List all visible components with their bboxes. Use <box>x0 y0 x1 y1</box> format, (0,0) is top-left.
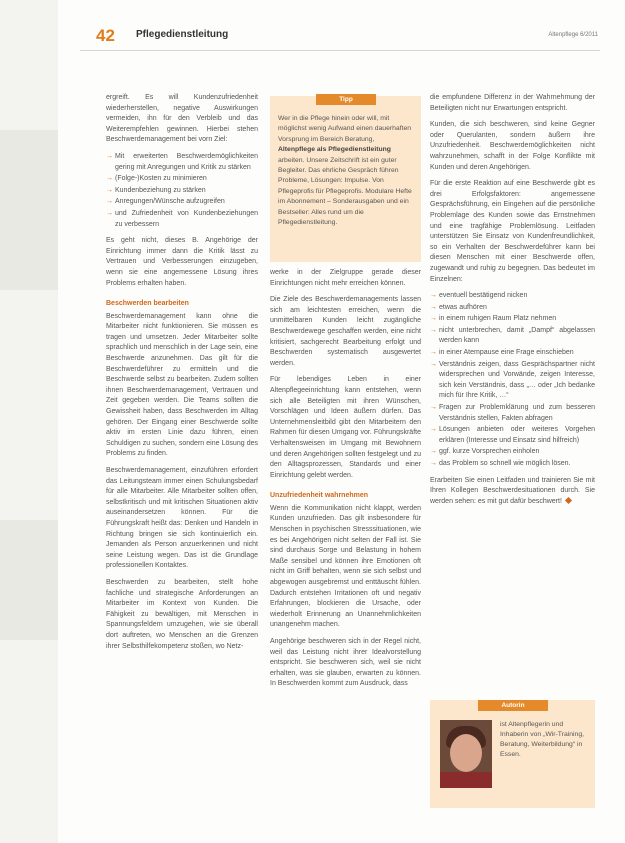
author-bio: ist Altenpflegerin und Inhaberin von „Wir-Training, Beratung, Weiterbildung“ in Essen. <box>500 721 584 758</box>
gutter-stripe <box>0 520 58 640</box>
paragraph: Angehörige beschweren sich in der Regel nicht, weil das Leistung nicht ihrer Idealvorstellung entspricht. Sie beschweren sich, weil sie nicht erhalten, was sie glauben, erwarten zu können. In Beschwerden kommt zum Ausdruck, dass <box>270 638 421 688</box>
goal-list <box>106 152 258 230</box>
steps-list <box>430 291 595 470</box>
end-mark-icon <box>565 497 572 504</box>
gutter-stripe <box>0 130 58 290</box>
closing-text: Erarbeiten Sie einen Leitfaden und trainieren Sie mit Ihren Kollegen Beschwerdesituationen durch. Sie werden sehen: es mit gut dafür beschwert! <box>430 476 595 505</box>
list-item: → (Folge-)Kosten zu minimieren <box>106 174 258 185</box>
paragraph: Für die erste Reaktion auf eine Beschwerde gibt es drei Erfolgsfaktoren: angemessene Gesprächsführung, ein Eingehen auf die persönliche Problemlage des Kunden sowie das Ernstnehmen und eine tragfähige Problemlösung. Leitfaden unterstützen Sie Einsatz von Kundenfreundlichkeit, so ein Verhalten der Beschwerdeführer kann bei diesen Menschen mit einer Beschwerde offen, zugewandt und ruhig zu begegnen. Das bedeutet im Einzelnen: <box>430 180 595 283</box>
tip-highlight: Altenpflege als Pflegedienstleitung <box>278 146 391 154</box>
paragraph: werke in der Zielgruppe gerade dieser Einrichtungen nicht mehr erreichen können. <box>270 269 421 287</box>
paragraph: die empfundene Differenz in der Wahrnehmung der Beteiligten nicht nur Erwartungen entspricht. <box>430 94 595 112</box>
issue-label: Altenpflege 6/2011 <box>548 32 598 38</box>
paragraph: Beschwerdemanagement, einzuführen erfordert das Leitungsteam immer einen Schulungsbedarf für alle Mitarbeiter. Alle Mitarbeiter sollten offen, selbstkritisch und mit kritischen Situationen aktiv auseinandersetzen können. Für die Führungskraft heißt das: Denken und Handeln in Richtung bringen sie sich kontinuierlich ein. Jemanden als Person anzuerkennen und nicht seine Leistung wegen. Das ist die Grundlage professionellen Kontaktes. <box>106 467 258 570</box>
list-item: → Lösungen anbieten oder weiteres Vorgehen erklären (Interesse und Einsatz sind hilfreich) <box>430 425 595 446</box>
list-item: → eventuell bestätigend nicken <box>430 291 595 302</box>
paragraph <box>430 476 595 508</box>
list-item: → das Problem so schnell wie möglich lösen. <box>430 459 595 470</box>
list-item: → und Zufriedenheit von Kundenbeziehungen zu verbessern <box>106 209 258 230</box>
author-label: Autorin <box>478 700 548 711</box>
list-item: → ggf. kurze Vorsprechen einholen <box>430 447 595 458</box>
list-item: → Fragen zur Problemklärung und zum besseren Verständnis stellen, Fakten abfragen <box>430 403 595 424</box>
paragraph: Für lebendiges Leben in einer Altenpflegeeinrichtung kann entstehen, wenn sich alle Beteiligten mit ihren Wünschen, Vorschlägen und Ideen äußern dürfen. Das Unternehmensleitbild gibt den Mitarbeitern den Rahmen für diesen Umgang vor. Führungskräfte Verhaltensweisen im Umgang mit Bewohnern und deren Angehörigen sollten festgelegt und zu den Alltagsprozessen, Standards und einer Einrichtung gelebt werden. <box>270 376 421 479</box>
list-item: → Mit erweiterten Beschwerdemöglichkeiten gering mit Anregungen und Kritik zu stärken <box>106 152 258 173</box>
tip-box <box>270 96 421 262</box>
list-item: → Anregungen/Wünsche aufzugreifen <box>106 197 258 208</box>
paragraph: Wenn die Kommunikation nicht klappt, werden Kunden unzufrieden. Das gilt insbesondere für Menschen in psychischen Stresssituationen, wie es bei Angehörigen nicht selten der Fall ist. Sie sind durchaus Sorge und Belastung in hohem Maße sensibel und können ihre Emotionen oft nicht im Griff behalten, wenn sie sich selbst und abgewogen ausgebremst und enttäuscht fühlen. Dadurch entstehen Irritationen oft und negativ Erfahrungen, blockieren die Ursache, oder wiederholt Erinnerung an Unannehmlichkeiten unangenehm machen. <box>270 504 421 629</box>
page-number: 42 <box>96 26 115 45</box>
author-box <box>430 700 595 808</box>
tip-text-part: Wer in die Pflege hinein oder will, mit möglichst wenig Aufwand einen dauerhaften Vorsprung im Bereich Beratung, <box>278 115 412 143</box>
tip-text <box>278 114 413 228</box>
subheading: Beschwerden bearbeiten <box>106 300 189 308</box>
paragraph: Beschwerdemanagement kann ohne die Mitarbeiter nicht funktionieren. Sie müssen es tragen und umsetzen. Jeder Mitarbeiter sollte sprachlich und menschlich in der Lage sein, eine Beschwerde anzunehmen. Das gilt für die Beschwerdeführer zu ermitteln und die Beschwerde selbst zu bearbeiten. Zudem sollten ihnen Beschwerdemanagement, Vertrauen und Zeit gegeben werden. Die Teams sollten die Gewissheit haben, dass Beschwerden im Alltag gehören. Der Eingang einer Beschwerde sollte aktiv im ersten Linie dazu führen, einen Schuldigen zu suchen, sondern eine Lösung des Problems zu finden. <box>106 312 258 458</box>
paragraph: Kunden, die sich beschweren, sind keine Gegner oder Querulanten, sondern äußern ihre Unzufriedenheit. Beschwerdemöglichkeiten nicht wahrzunehmen, schafft in der Folge Konflikte mit Kunden und deren Angehörigen. <box>430 121 595 171</box>
page-gutter <box>0 0 58 843</box>
paragraph: ergreift. Es will Kundenzufriedenheit wiederherstellen, negative Auswirkungen vermeiden, ihn für den Verbleib und das Weiterempfehlen gewinnen. Hierbei stehen Beschwerdemanagement bei vorn Ziel: <box>106 94 258 144</box>
author-photo <box>440 720 492 788</box>
column-1 <box>106 93 258 658</box>
section-title: Pflegedienstleitung <box>136 29 229 40</box>
list-item: → nicht unterbrechen, damit „Dampf“ abgelassen werden kann <box>430 326 595 347</box>
list-item: → Kundenbeziehung zu stärken <box>106 186 258 197</box>
header-divider <box>80 50 600 51</box>
paragraph: Es geht nicht, dieses B. Angehörige der Einrichtung immer dann die Kritik lässt zu Vertrauen und Verbesserungen einzugeben, wenn sie eine angemessene Lösung ihres Problems erhalten haben. <box>106 237 258 287</box>
list-item: → etwas aufhören <box>430 303 595 314</box>
tip-text-part: arbeiten. Unsere Zeitschrift ist ein guter Begleiter. Das ehrliche Gespräch führen Probleme, Lösungen: Impulse. Von Pflegeprofis für Pflegeprofis. Modulare Hefte im Abonnement – Sonderausgaben und ein Bestseller: Alles rund um die Pflegedienstleitung. <box>278 156 412 227</box>
subheading: Unzufriedenheit wahrnehmen <box>270 492 369 500</box>
list-item: → in einem ruhigen Raum Platz nehmen <box>430 314 595 325</box>
paragraph: Beschwerden zu bearbeiten, stellt hohe fachliche und strategische Anforderungen an Mitarbeiter im Kontext von Kunden. Die Fähigkeit zu bewältigen, mit Menschen in Spannungsfeldern umzugehen, wie sie überall dort auftreten, wo Menschen an die Grenzen ihrer Selbsthilfekompetenz stoßen, wo Netz- <box>106 578 258 650</box>
page-header <box>58 22 608 48</box>
list-item: → Verständnis zeigen, dass Gesprächspartner nicht widersprechen und Vorwände, zeigen Interesse, sich kein Verständnis, dass „… oder „Ich bedanke mich für Ihre Kritik, …“ <box>430 360 595 402</box>
paragraph: Die Ziele des Beschwerdemanagements lassen sich am leichtesten erreichen, wenn die unmittelbaren Kunden leicht zugängliche Beschwerdewege geschaffen werden, eine nicht kritisiert, sachgerecht Bearbeitung erfolgt und Beschwerden systematisch ausgewertet werden. <box>270 296 421 367</box>
column-3 <box>430 93 595 513</box>
column-2 <box>270 268 421 696</box>
list-item: → in einer Atempause eine Frage einschieben <box>430 348 595 359</box>
tip-label: Tipp <box>316 94 376 105</box>
